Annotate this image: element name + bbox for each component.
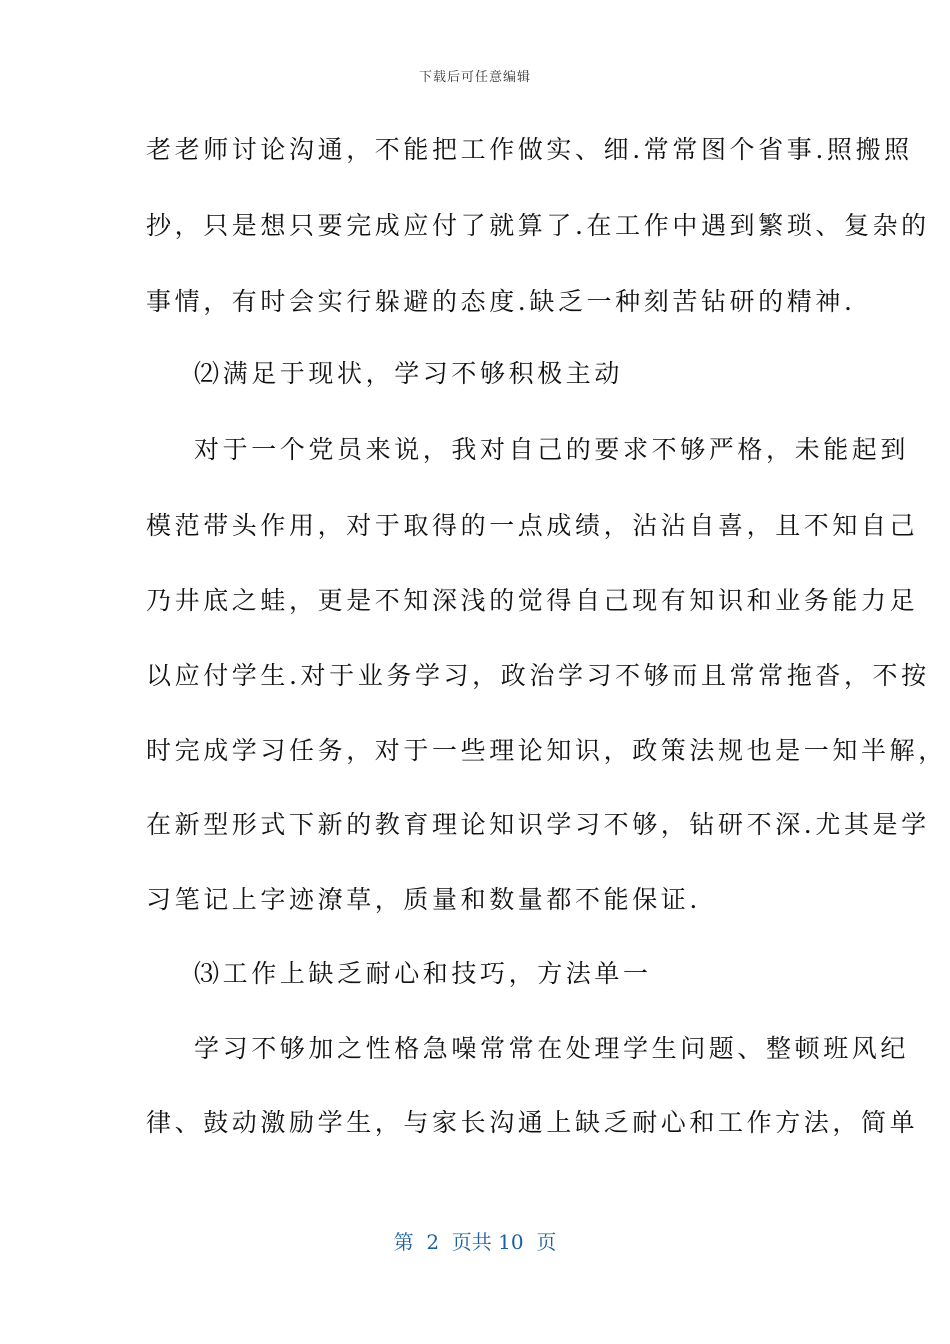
text-line: 学习不够加之性格急噪常常在处理学生问题、整顿班风纪 <box>194 1034 910 1063</box>
text-line: 对于一个党员来说，我对自己的要求不够严格，未能起到 <box>194 435 910 464</box>
text-line: 习笔记上字迹潦草，质量和数量都不能保证. <box>146 885 701 914</box>
page-number-footer: 第 2 页共 10 页 <box>393 1230 557 1254</box>
text-line: 老老师讨论沟通，不能把工作做实、细.常常图个省事.照搬照 <box>146 135 913 164</box>
text-line: 在新型形式下新的教育理论知识学习不够，钻研不深.尤其是学 <box>146 810 930 839</box>
text-line: 乃井底之蛙，更是不知深浅的觉得自己现有知识和业务能力足 <box>146 586 919 615</box>
text-line: 时完成学习任务，对于一些理论知识，政策法规也是一知半解， <box>146 736 947 765</box>
text-line: 以应付学生.对于业务学习，政治学习不够而且常常拖沓，不按 <box>146 661 930 690</box>
text-line: 模范带头作用，对于取得的一点成绩，沾沾自喜，且不知自己 <box>146 511 919 540</box>
section-heading: ⑵满足于现状，学习不够积极主动 <box>194 359 624 388</box>
page-header: 下载后可任意编辑 <box>418 70 531 85</box>
text-line: 律、鼓动激励学生，与家长沟通上缺乏耐心和工作方法，简单 <box>146 1108 919 1137</box>
text-line: 事情，有时会实行躲避的态度.缺乏一种刻苦钻研的精神. <box>146 287 856 316</box>
text-line: 抄，只是想只要完成应付了就算了.在工作中遇到繁琐、复杂的 <box>146 211 930 240</box>
section-heading: ⑶工作上缺乏耐心和技巧，方法单一 <box>194 959 652 988</box>
